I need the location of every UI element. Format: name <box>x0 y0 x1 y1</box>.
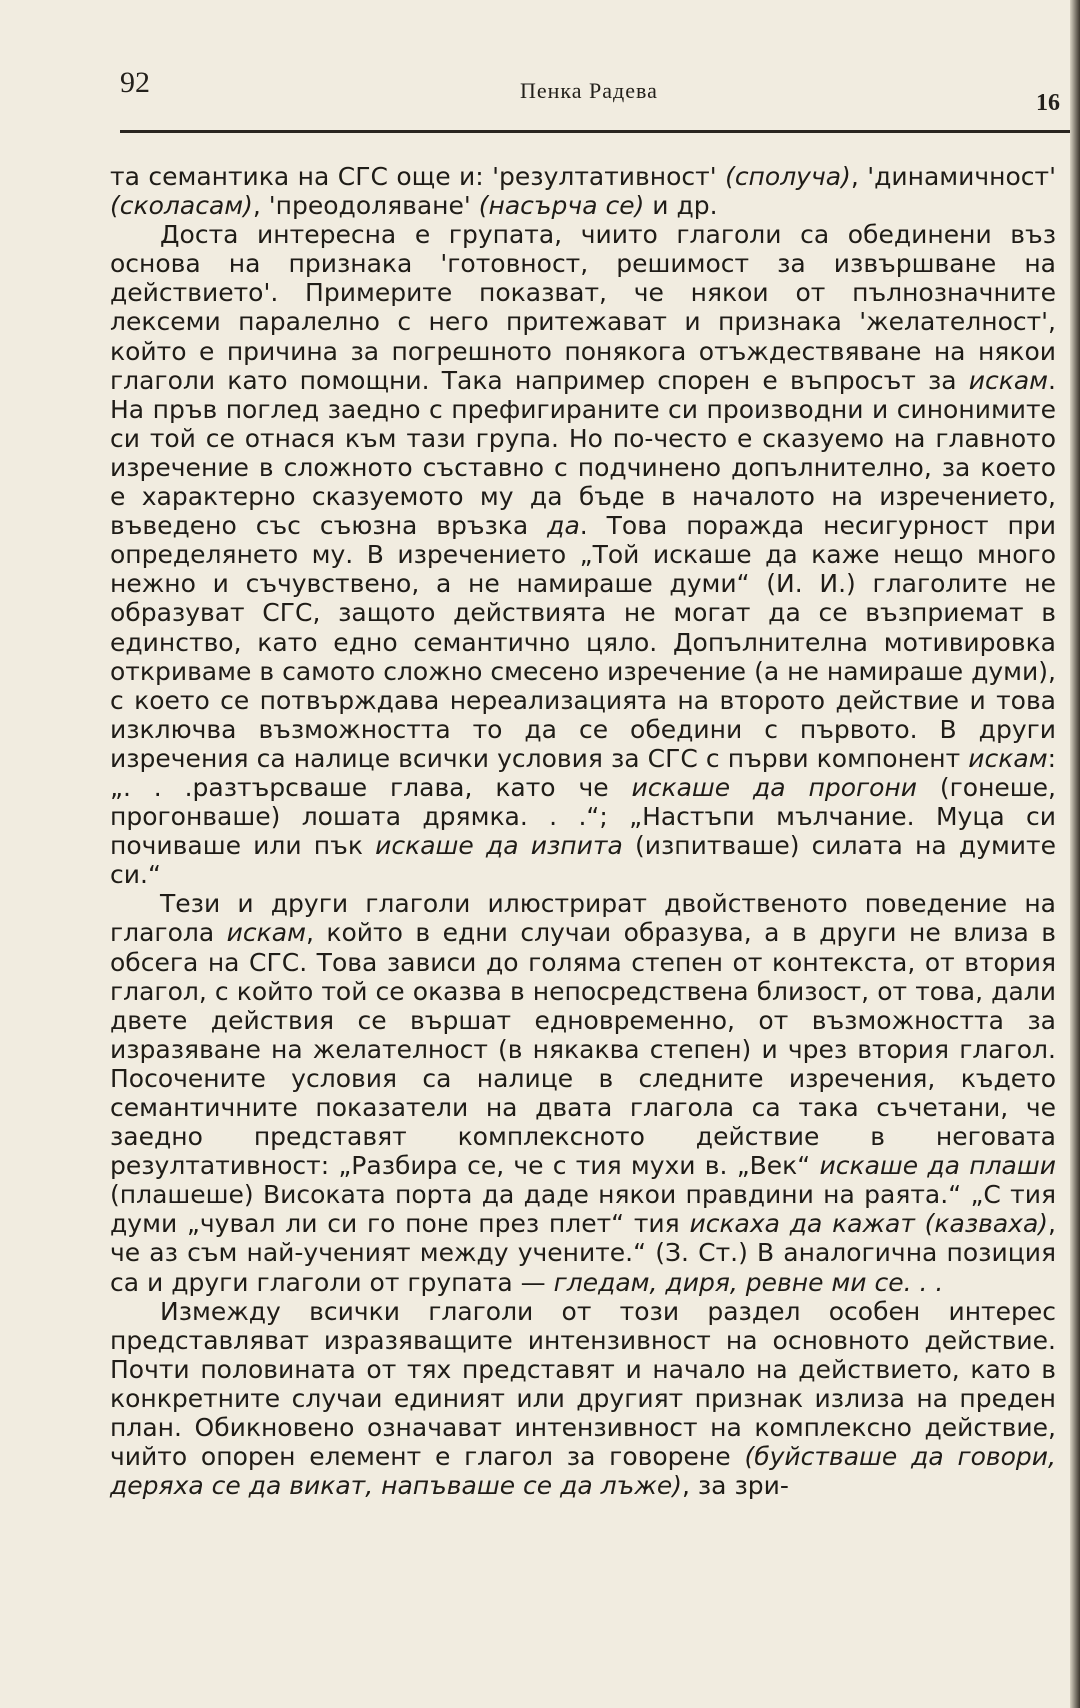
p3-text-4: , че аз съм най-ученият между учените.“ (З. Ст.) В аналогична позиция са и други глаголи от групата — <box>110 1209 1056 1297</box>
book-spine-shadow <box>1070 0 1080 1708</box>
p4-text-2: , за зри- <box>681 1471 789 1501</box>
body-text <box>110 162 1056 1642</box>
p2-italic-5: искаше да изпита <box>375 831 623 861</box>
p1-text-3: , 'преодоляване' <box>252 191 479 221</box>
p3-text-3: (плашеше) Високата порта да даде някои правдини на раята.“ „С тия думи „чувал ли си го поне през плет“ тия <box>110 1180 1056 1239</box>
p3-italic-3: искаха да кажат (казваха) <box>689 1209 1049 1239</box>
p2-text-1: Доста интересна е групата, чиито глаголи са обединени въз основа на признака 'готовност, решимост за извършване на действието'. Примерите показват, че някои от пълнозначните лексеми паралелно с него притежават и признака 'желателност', който е причина за погрешното понякога отъждествяване на някои глаголи като помощни. Така например спорен е въпросът за <box>110 220 1056 395</box>
running-head-author: Пенка Радева <box>520 78 658 103</box>
p4-text-1: Измежду всички глаголи от този раздел особен интерес представляват изразяващите интензивност на основното действие. Почти половината от тях представят и начало на действието, като в конкретните случаи единият или другият признак излиза на преден план. Обикновено означават интензивност на комплексно действие, чийто опорен елемент е глагол за говорене <box>110 1296 1056 1472</box>
paragraph-3 <box>110 889 1056 1296</box>
p3-text-2: , който в едни случаи образува, а в други не влиза в обсега на СГС. Това зависи до голяма степен от контекста, от втория глагол, с който той се оказва в непосредствена близост, от това, дали двете действия се вършат едновременно, от възможността за изразяване на желателност (в някаква степен) и чрез втория глагол. Посочените условия са налице в следните изречения, където семантичните показатели на двата глагола са така съчетани, че заедно представят комплексното действие в неговата резултативност: „Разбира се, че с тия мухи в. „Век“ <box>110 918 1057 1181</box>
header-rule <box>120 130 1070 133</box>
paragraph-2 <box>110 220 1056 889</box>
paragraph-4 <box>110 1297 1056 1501</box>
p4-italic-1: (буйстваше да говори, деряха се да викат, напъваше се да лъже) <box>110 1442 1056 1501</box>
paragraph-1 <box>110 162 1056 220</box>
facing-page-number: 16 <box>1036 90 1060 116</box>
p1-text-2: , 'динамичност' <box>850 162 1056 191</box>
p3-text-1: Тези и други глаголи илюстрират двойственото поведение на глагола <box>110 889 1056 948</box>
page-header <box>120 66 1060 116</box>
p3-italic-2: искаше да плаши <box>819 1151 1056 1181</box>
p1-italic-2: (сколасам) <box>110 191 253 221</box>
p2-text-2: . На пръв поглед заедно с префигираните си производни и синонимите си той се отнася към тази група. Но по-често е сказуемо на главното изречение в сложното съставно с подчинено допълнително, за което е характерно сказуемото му да бъде в началото на изречението, въведено със съюзна връзка <box>110 365 1056 541</box>
p2-text-5: (гонеше, прогонваше) лошата дрямка. . .“; „Настъпи мълчание. Муца си почиваше или пък <box>110 772 1057 861</box>
p3-italic-4: гледам, диря, ревне ми се. . . <box>553 1267 944 1297</box>
p1-italic-1: (сполуча) <box>725 162 851 191</box>
p1-text-4: и др. <box>644 191 718 221</box>
page-number: 92 <box>120 66 150 99</box>
p1-text-1: та семантика на СГС още и: 'резултативност' <box>110 162 726 191</box>
p2-italic-4: искаше да прогони <box>631 772 918 802</box>
p2-italic-1: искам <box>968 365 1049 395</box>
p3-italic-1: искам <box>226 918 306 948</box>
p2-italic-3: искам <box>968 743 1048 773</box>
p1-italic-3: (насърча се) <box>478 191 645 221</box>
p2-text-6: (изпитваше) силата на думите си.“ <box>110 831 1056 890</box>
p2-text-3: . Това поражда несигурност при определянето му. В изречението „Той искаше да каже нещо много нежно и съчувствено, а не намираше думи“ (И. И.) глаголите не образуват СГС, защото действията не могат да се възприемат в единство, като едно семантично цяло. Допълнителна мотивировка откриваме в самото сложно смесено изречение (а не намираше думи), с което се потвърждава нереализацията на второто действие и това изключва възможността то да се обедини с първото. В други изречения са налице всички условия за СГС с първи компонент <box>110 511 1056 773</box>
p2-text-4: : „. . .разтърсваше глава, като че <box>110 743 1056 802</box>
p2-italic-2: да <box>547 511 580 541</box>
